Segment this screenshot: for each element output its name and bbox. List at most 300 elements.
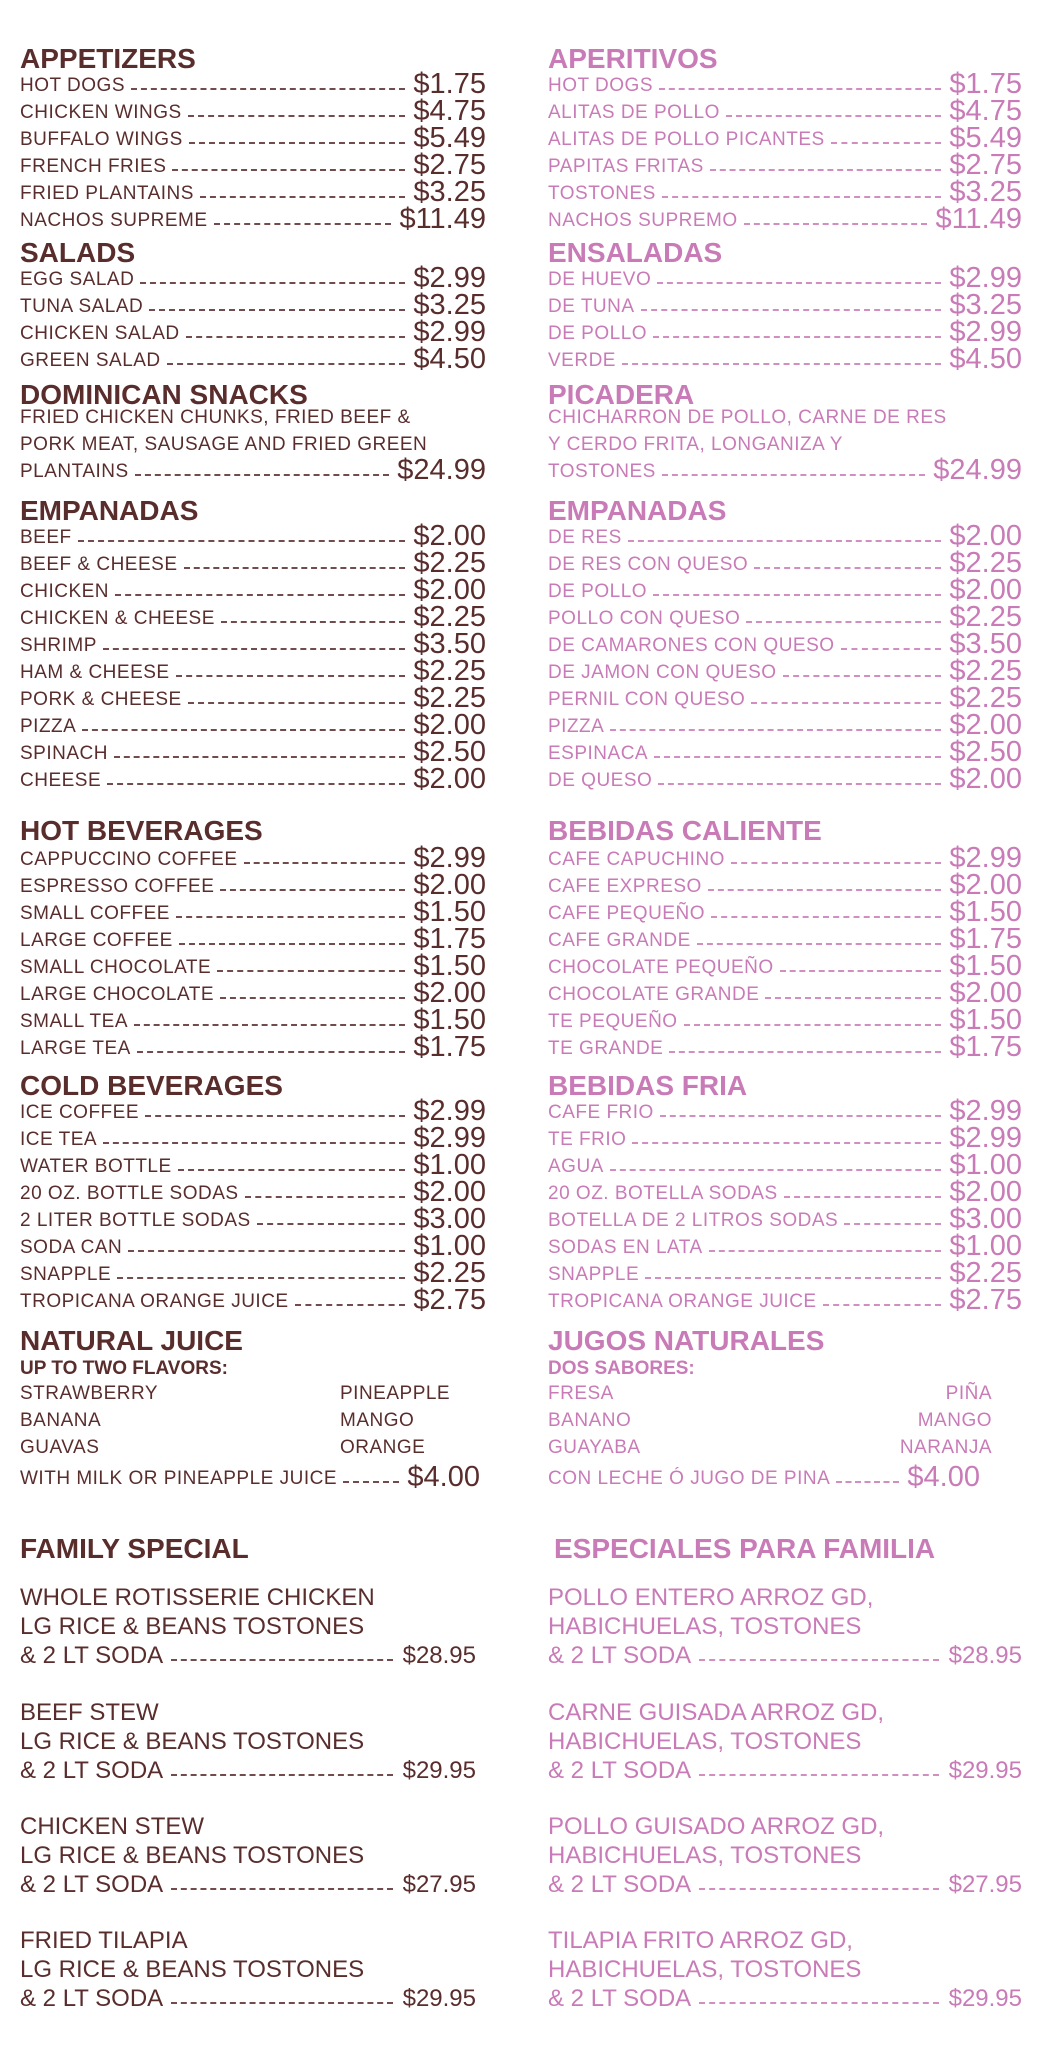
item-price: $1.75 [949, 68, 1022, 100]
family-heading: ESPECIALES PARA FAMILIA [554, 1533, 936, 1564]
dotted-leader [744, 223, 928, 225]
family-special-item [548, 1583, 1022, 1670]
appetizer-row [20, 122, 486, 154]
flavor-right: NARANJA [899, 1437, 992, 1458]
appetizer-row [20, 176, 486, 208]
item-name: CHICKEN & CHEESE [20, 608, 215, 629]
family-item-line: CARNE GUISADA ARROZ GD, [548, 1699, 885, 1726]
dotted-leader [669, 1051, 941, 1053]
item-name: SNAPPLE [20, 1264, 112, 1285]
juice-heading: NATURAL JUICE [20, 1325, 243, 1356]
item-price: $1.50 [413, 1004, 486, 1036]
family-special-item [548, 1812, 1022, 1899]
dotted-leader [343, 1481, 399, 1483]
dotted-leader [844, 1223, 941, 1225]
salad-row [548, 343, 1022, 375]
item-name: HAM & CHEESE [20, 662, 170, 683]
item-price: $2.75 [949, 1284, 1022, 1316]
empanada-row [548, 628, 1022, 660]
item-name: TE PEQUEÑO [548, 1011, 678, 1032]
item-price: $2.99 [949, 262, 1022, 294]
item-name: VERDE [548, 350, 616, 371]
item-name: DE HUEVO [548, 269, 652, 290]
family-special-item [20, 1583, 476, 1670]
item-price: $2.99 [413, 1122, 486, 1154]
hot-beverage-row [20, 977, 486, 1009]
item-price: $3.00 [413, 1203, 486, 1235]
cold-beverage-row [20, 1095, 486, 1127]
empanada-row [548, 601, 1022, 633]
empanada-row [20, 682, 486, 714]
dotted-leader [658, 783, 941, 785]
dotted-leader [244, 862, 406, 864]
family-item-line: CHICKEN STEW [20, 1813, 205, 1840]
hot-beverage-row [548, 896, 1022, 928]
item-name: CHICKEN SALAD [20, 323, 180, 344]
item-price: $2.25 [413, 1257, 486, 1289]
appetizer-row [20, 149, 486, 181]
dotted-leader [131, 88, 405, 90]
dotted-leader [140, 282, 405, 284]
item-price: $1.75 [413, 923, 486, 955]
family-item-line: POLLO GUISADO ARROZ GD, [548, 1813, 885, 1840]
item-name: 2 LITER BOTTLE SODAS [20, 1210, 251, 1231]
family-item-line: HABICHUELAS, TOSTONES [548, 1956, 862, 1983]
cold-beverage-row [20, 1257, 486, 1289]
cold-beverage-row [20, 1203, 486, 1235]
family-item-price: $29.95 [402, 1757, 476, 1784]
item-name: PAPITAS FRITAS [548, 156, 704, 177]
dotted-leader [176, 916, 405, 918]
item-price: $2.00 [413, 977, 486, 1009]
dotted-leader [711, 916, 941, 918]
item-price: $4.75 [413, 95, 486, 127]
spanish-column [548, 0, 1022, 2048]
item-price: $2.00 [949, 763, 1022, 795]
salad-row [20, 316, 486, 348]
item-price: $2.00 [949, 869, 1022, 901]
item-price: $2.00 [413, 1176, 486, 1208]
salad-row [20, 262, 486, 294]
dotted-leader [188, 702, 406, 704]
item-price: $2.25 [413, 682, 486, 714]
family-item-line: & 2 LT SODA [548, 1642, 692, 1669]
appetizer-row [20, 95, 486, 127]
family-item-price-row [20, 1870, 476, 1899]
item-name: GREEN SALAD [20, 350, 161, 371]
item-name: SNAPPLE [548, 1264, 640, 1285]
salad-row [20, 289, 486, 321]
item-name: 20 OZ. BOTTLE SODAS [20, 1183, 239, 1204]
item-price: $3.25 [413, 176, 486, 208]
item-name: BOTELLA DE 2 LITROS SODAS [548, 1210, 839, 1231]
flavor-right: MANGO [917, 1410, 992, 1431]
item-price: $3.25 [949, 289, 1022, 321]
cold-beverage-row [548, 1176, 1022, 1208]
item-price: $4.50 [949, 343, 1022, 375]
juice-price-row [548, 1461, 980, 1493]
appetizer-row [548, 122, 1022, 154]
family-item-line: LG RICE & BEANS TOSTONES [20, 1842, 365, 1869]
item-price: $2.00 [949, 574, 1022, 606]
empanada-row [20, 574, 486, 606]
dotted-leader [699, 1888, 938, 1890]
family-item-line: & 2 LT SODA [548, 1871, 692, 1898]
family-item-line: TILAPIA FRITO ARROZ GD, [548, 1927, 853, 1954]
dotted-leader [188, 115, 406, 117]
empanada-row [20, 520, 486, 552]
item-price: $2.00 [949, 520, 1022, 552]
item-price: $24.99 [397, 454, 486, 486]
item-name: SODA CAN [20, 1237, 123, 1258]
item-name: ALITAS DE POLLO PICANTES [548, 129, 825, 150]
item-name: SMALL CHOCOLATE [20, 957, 212, 978]
dotted-leader [220, 997, 405, 999]
item-name: PERNIL CON QUESO [548, 689, 746, 710]
dotted-leader [653, 594, 941, 596]
family-item-price: $29.95 [402, 1985, 476, 2012]
item-price: $4.75 [949, 95, 1022, 127]
family-item-line: BEEF STEW [20, 1699, 159, 1726]
dotted-leader [765, 997, 941, 999]
dotted-leader [117, 1277, 405, 1279]
item-price: $3.50 [949, 628, 1022, 660]
dotted-leader [751, 702, 941, 704]
dotted-leader [145, 1115, 405, 1117]
empanada-row [548, 763, 1022, 795]
dotted-leader [189, 142, 406, 144]
dotted-leader [217, 970, 405, 972]
cold-beverage-row [548, 1203, 1022, 1235]
dotted-leader [628, 540, 942, 542]
empanada-row [548, 574, 1022, 606]
hot-beverage-row [548, 842, 1022, 874]
dotted-leader [653, 336, 941, 338]
item-name: FRENCH FRIES [20, 156, 167, 177]
item-price: $2.25 [949, 682, 1022, 714]
dotted-leader [137, 1051, 406, 1053]
item-name: CHOCOLATE GRANDE [548, 984, 760, 1005]
cold-beverage-row [548, 1149, 1022, 1181]
item-name: DE RES [548, 527, 622, 548]
empanada-row [20, 763, 486, 795]
item-price: $5.49 [949, 122, 1022, 154]
appetizer-row [548, 68, 1022, 100]
item-name: PORK & CHEESE [20, 689, 182, 710]
snacks-heading: PICADERA [548, 379, 695, 410]
item-price: $2.75 [413, 1284, 486, 1316]
snacks-description-line: Y CERDO FRITA, LONGANIZA Y [548, 434, 843, 455]
item-price: $2.00 [949, 1176, 1022, 1208]
dotted-leader [107, 783, 405, 785]
item-name: DE RES CON QUESO [548, 554, 749, 575]
item-name: CHEESE [20, 770, 102, 791]
flavor-left: BANANA [20, 1410, 102, 1431]
dotted-leader [610, 1169, 942, 1171]
appetizer-row [20, 68, 486, 100]
cold-beverage-row [20, 1230, 486, 1262]
flavor-right: PINEAPPLE [340, 1383, 451, 1404]
item-name: ESPRESSO COFFEE [20, 876, 215, 897]
item-price: $4.00 [907, 1461, 980, 1493]
item-price: $1.75 [413, 68, 486, 100]
item-name: BEEF [20, 527, 72, 548]
appetizer-row [548, 176, 1022, 208]
item-name: SMALL TEA [20, 1011, 128, 1032]
flavor-right: MANGO [340, 1410, 415, 1431]
item-price: $3.50 [413, 628, 486, 660]
dotted-leader [171, 1888, 392, 1890]
family-item-line: FRIED TILAPIA [20, 1927, 188, 1954]
hot-beverage-row [548, 869, 1022, 901]
dotted-leader [784, 1196, 942, 1198]
dotted-leader [699, 1659, 938, 1661]
item-price: $24.99 [933, 454, 1022, 486]
empanada-row [548, 655, 1022, 687]
dotted-leader [200, 196, 405, 198]
dotted-leader [662, 474, 925, 476]
empanada-row [548, 709, 1022, 741]
item-name: CHICKEN [20, 581, 110, 602]
item-name: WITH MILK OR PINEAPPLE JUICE [20, 1468, 337, 1489]
family-item-line: HABICHUELAS, TOSTONES [548, 1842, 862, 1869]
family-special-item [20, 1698, 476, 1785]
item-name: CHICKEN WINGS [20, 102, 182, 123]
dotted-leader [220, 889, 405, 891]
empanada-row [548, 520, 1022, 552]
cold-beverage-row [20, 1176, 486, 1208]
dotted-leader [841, 648, 942, 650]
dotted-leader [662, 196, 942, 198]
family-item-line: & 2 LT SODA [548, 1985, 692, 2012]
item-price: $4.50 [413, 343, 486, 375]
cold-beverage-row [20, 1284, 486, 1316]
family-item-line: LG RICE & BEANS TOSTONES [20, 1956, 365, 1983]
item-price: $1.50 [949, 1004, 1022, 1036]
item-price: $2.75 [949, 149, 1022, 181]
family-item-price: $27.95 [402, 1871, 476, 1898]
dotted-leader [149, 309, 405, 311]
item-name: WATER BOTTLE [20, 1156, 172, 1177]
dotted-leader [836, 1481, 899, 1483]
cold-heading: BEBIDAS FRIA [548, 1070, 748, 1101]
item-price: $2.00 [413, 869, 486, 901]
item-name: DE CAMARONES CON QUESO [548, 635, 835, 656]
item-name: TOSTONES [548, 183, 656, 204]
empanada-row [20, 655, 486, 687]
family-item-price: $29.95 [948, 1985, 1022, 2012]
dotted-leader [699, 1774, 938, 1776]
family-item-price-row [548, 1984, 1022, 2013]
snacks-description-line: PORK MEAT, SAUSAGE AND FRIED GREEN [20, 434, 428, 455]
item-name: CAFE GRANDE [548, 930, 691, 951]
dotted-leader [709, 1250, 942, 1252]
item-price: $2.25 [949, 547, 1022, 579]
item-name: EGG SALAD [20, 269, 135, 290]
hot-heading: HOT BEVERAGES [20, 815, 263, 846]
item-price: $2.00 [413, 520, 486, 552]
salad-row [548, 316, 1022, 348]
cold-beverage-row [20, 1122, 486, 1154]
dotted-leader [660, 1115, 942, 1117]
family-special-item [548, 1926, 1022, 2013]
empanada-row [20, 628, 486, 660]
item-name: CAFE CAPUCHINO [548, 849, 725, 870]
item-name: BEEF & CHEESE [20, 554, 178, 575]
dotted-leader [135, 474, 390, 476]
item-price: $2.99 [413, 842, 486, 874]
item-name: ESPINACA [548, 743, 649, 764]
salads-heading: ENSALADAS [548, 237, 723, 268]
family-item-price-row [548, 1756, 1022, 1785]
item-price: $2.75 [413, 149, 486, 181]
flavor-left: GUAYABA [548, 1437, 641, 1458]
snacks-heading: DOMINICAN SNACKS [20, 379, 308, 410]
item-price: $2.99 [949, 842, 1022, 874]
dotted-leader [657, 282, 941, 284]
hot-beverage-row [20, 869, 486, 901]
dotted-leader [184, 567, 406, 569]
item-name: LARGE COFFEE [20, 930, 173, 951]
dotted-leader [257, 1223, 406, 1225]
hot-heading: BEBIDAS CALIENTE [548, 815, 822, 846]
item-name: TOSTONES [548, 461, 656, 482]
dotted-leader [171, 2002, 392, 2004]
item-price: $3.25 [949, 176, 1022, 208]
hot-beverage-row [20, 896, 486, 928]
empanada-row [548, 547, 1022, 579]
item-price: $1.00 [949, 1230, 1022, 1262]
item-name: SPINACH [20, 743, 108, 764]
english-column [20, 0, 486, 2048]
hot-beverage-row [548, 1004, 1022, 1036]
dotted-leader [78, 540, 406, 542]
family-item-line: HABICHUELAS, TOSTONES [548, 1613, 862, 1640]
appetizers-heading: APPETIZERS [20, 43, 196, 74]
family-item-price: $27.95 [948, 1871, 1022, 1898]
item-price: $2.99 [413, 262, 486, 294]
dotted-leader [172, 169, 405, 171]
cold-beverage-row [548, 1257, 1022, 1289]
item-price: $2.99 [949, 1122, 1022, 1154]
item-name: CAFE FRIO [548, 1102, 654, 1123]
item-name: HOT DOGS [20, 75, 125, 96]
item-price: $1.00 [949, 1149, 1022, 1181]
item-name: SHRIMP [20, 635, 97, 656]
family-heading: FAMILY SPECIAL [20, 1533, 249, 1564]
dotted-leader [214, 223, 392, 225]
item-name: DE POLLO [548, 581, 648, 602]
item-price: $1.75 [949, 923, 1022, 955]
dotted-leader [176, 675, 406, 677]
item-price: $2.00 [413, 574, 486, 606]
family-item-line: WHOLE ROTISSERIE CHICKEN [20, 1584, 375, 1611]
dotted-leader [295, 1304, 406, 1306]
item-name: NACHOS SUPREMO [548, 210, 738, 231]
dotted-leader [641, 309, 942, 311]
item-name: POLLO CON QUESO [548, 608, 741, 629]
family-item-price: $29.95 [948, 1757, 1022, 1784]
dotted-leader [82, 729, 405, 731]
flavor-left: GUAVAS [20, 1437, 100, 1458]
item-name: TE FRIO [548, 1129, 627, 1150]
item-name: TE GRANDE [548, 1038, 664, 1059]
item-price: $2.99 [949, 316, 1022, 348]
empanadas-heading: EMPANADAS [548, 495, 727, 526]
snacks-price-row [20, 454, 486, 486]
family-item-line: POLLO ENTERO ARROZ GD, [548, 1584, 874, 1611]
item-name: TUNA SALAD [20, 296, 144, 317]
item-price: $2.25 [949, 655, 1022, 687]
item-price: $1.50 [949, 896, 1022, 928]
item-price: $2.50 [413, 736, 486, 768]
item-name: DE JAMON CON QUESO [548, 662, 777, 683]
item-price: $2.99 [413, 1095, 486, 1127]
dotted-leader [221, 621, 406, 623]
dotted-leader [245, 1196, 406, 1198]
family-special-item [20, 1926, 476, 2013]
dotted-leader [823, 1304, 942, 1306]
item-price: $11.49 [399, 203, 486, 235]
item-price: $1.00 [413, 1149, 486, 1181]
family-item-price-row [20, 1756, 476, 1785]
dotted-leader [659, 88, 941, 90]
item-name: ICE COFFEE [20, 1102, 140, 1123]
hot-beverage-row [548, 923, 1022, 955]
item-price: $2.25 [413, 547, 486, 579]
family-special-item [548, 1698, 1022, 1785]
item-name: ICE TEA [20, 1129, 98, 1150]
item-name: CON LECHE Ó JUGO DE PINA [548, 1468, 831, 1489]
cold-beverage-row [548, 1122, 1022, 1154]
item-name: LARGE CHOCOLATE [20, 984, 215, 1005]
item-price: $3.00 [949, 1203, 1022, 1235]
cold-beverage-row [548, 1095, 1022, 1127]
item-price: $1.50 [413, 896, 486, 928]
item-name: PIZZA [548, 716, 605, 737]
empanadas-heading: EMPANADAS [20, 495, 199, 526]
snacks-description-line: CHICHARRON DE POLLO, CARNE DE RES [548, 407, 947, 428]
cold-beverage-row [548, 1284, 1022, 1316]
dotted-leader [103, 1142, 405, 1144]
item-price: $2.25 [949, 1257, 1022, 1289]
dotted-leader [178, 1169, 406, 1171]
dotted-leader [684, 1024, 942, 1026]
hot-beverage-row [20, 923, 486, 955]
dotted-leader [754, 567, 941, 569]
family-special-item [20, 1812, 476, 1899]
dotted-leader [632, 1142, 941, 1144]
appetizer-row [20, 203, 486, 235]
dotted-leader [171, 1659, 392, 1661]
dotted-leader [171, 1774, 392, 1776]
item-name: NACHOS SUPREME [20, 210, 208, 231]
family-item-line: HABICHUELAS, TOSTONES [548, 1728, 862, 1755]
flavor-left: BANANO [548, 1410, 632, 1431]
juice-price-row [20, 1461, 480, 1493]
item-price: $1.50 [413, 950, 486, 982]
item-name: SMALL COFFEE [20, 903, 170, 924]
dotted-leader [103, 648, 406, 650]
family-item-line: & 2 LT SODA [20, 1985, 164, 2012]
empanada-row [548, 736, 1022, 768]
family-item-line: & 2 LT SODA [20, 1871, 164, 1898]
item-price: $4.00 [407, 1461, 480, 1493]
salad-row [548, 262, 1022, 294]
item-name: PIZZA [20, 716, 77, 737]
item-name: TROPICANA ORANGE JUICE [548, 1291, 817, 1312]
item-name: FRIED PLANTAINS [20, 183, 194, 204]
